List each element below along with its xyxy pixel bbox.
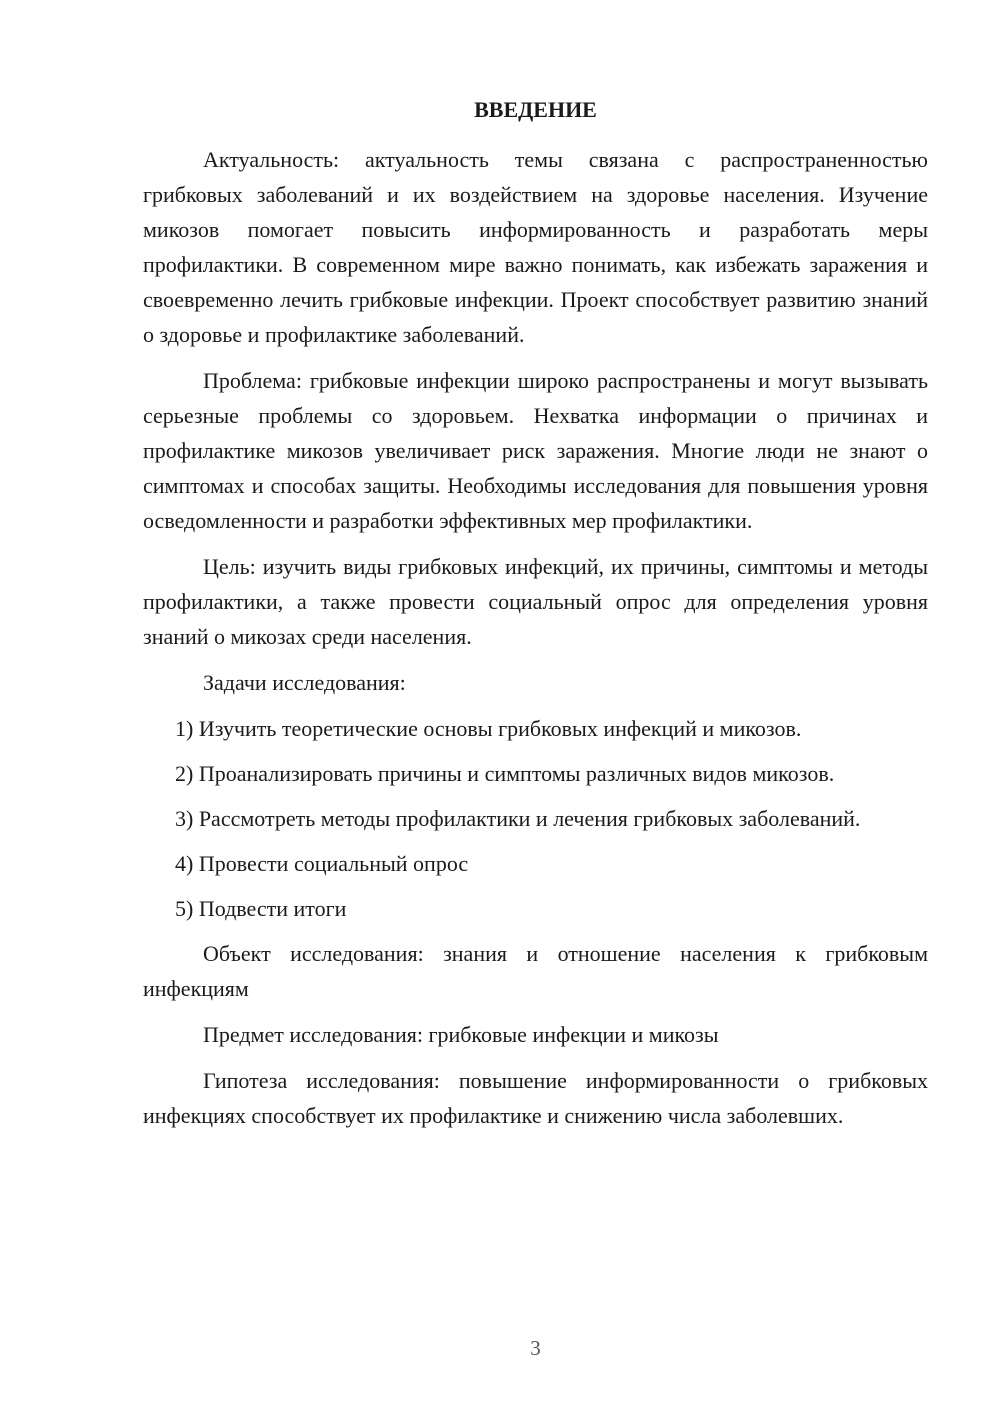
goal-paragraph: Цель: изучить виды грибковых инфекций, их причины, симптомы и методы профилактики, а также провести социальный опрос для определения уровня знаний о микозах среди населения. — [143, 554, 928, 649]
problem-paragraph: Проблема: грибковые инфекции широко распространены и могут вызывать серьезные проблемы со здоровьем. Нехватка информации о причинах и профилактике микозов увеличивает риск заражения. Многие люди не знают о симптомах и способах защиты. Необходимы исследования для повышения уровня осведомленности и разработки эффективных мер профилактики. — [143, 368, 928, 533]
task-item: 4) Провести социальный опрос — [175, 851, 469, 876]
task-item: 1) Изучить теоретические основы грибковых инфекций и микозов. — [175, 716, 802, 741]
task-item: 3) Рассмотреть методы профилактики и лечения грибковых заболеваний. — [175, 806, 861, 831]
hypothesis-paragraph: Гипотеза исследования: повышение информированности о грибковых инфекциях способствует их профилактике и снижению числа заболевших. — [143, 1068, 928, 1128]
page-number: 3 — [530, 1336, 541, 1360]
document-page — [143, 0, 928, 1414]
document-body — [143, 142, 928, 1144]
object-paragraph: Объект исследования: знания и отношение населения к грибковым инфекциям — [143, 941, 928, 1001]
tasks-list — [143, 711, 928, 926]
relevance-paragraph: Актуальность: актуальность темы связана с распространенностью грибковых заболеваний и их воздействием на здоровье населения. Изучение микозов помогает повысить информированность и разработать меры профилактики. В современном мире важно понимать, как избежать заражения и своевременно лечить грибковые инфекции. Проект способствует развитию знаний о здоровье и профилактике заболеваний. — [143, 147, 928, 347]
subject-paragraph: Предмет исследования: грибковые инфекции и микозы — [203, 1022, 719, 1047]
tasks-heading: Задачи исследования: — [203, 670, 406, 695]
task-item: 2) Проанализировать причины и симптомы различных видов микозов. — [175, 761, 835, 786]
page-title: ВВЕДЕНИЕ — [474, 97, 597, 122]
task-item: 5) Подвести итоги — [175, 896, 347, 921]
